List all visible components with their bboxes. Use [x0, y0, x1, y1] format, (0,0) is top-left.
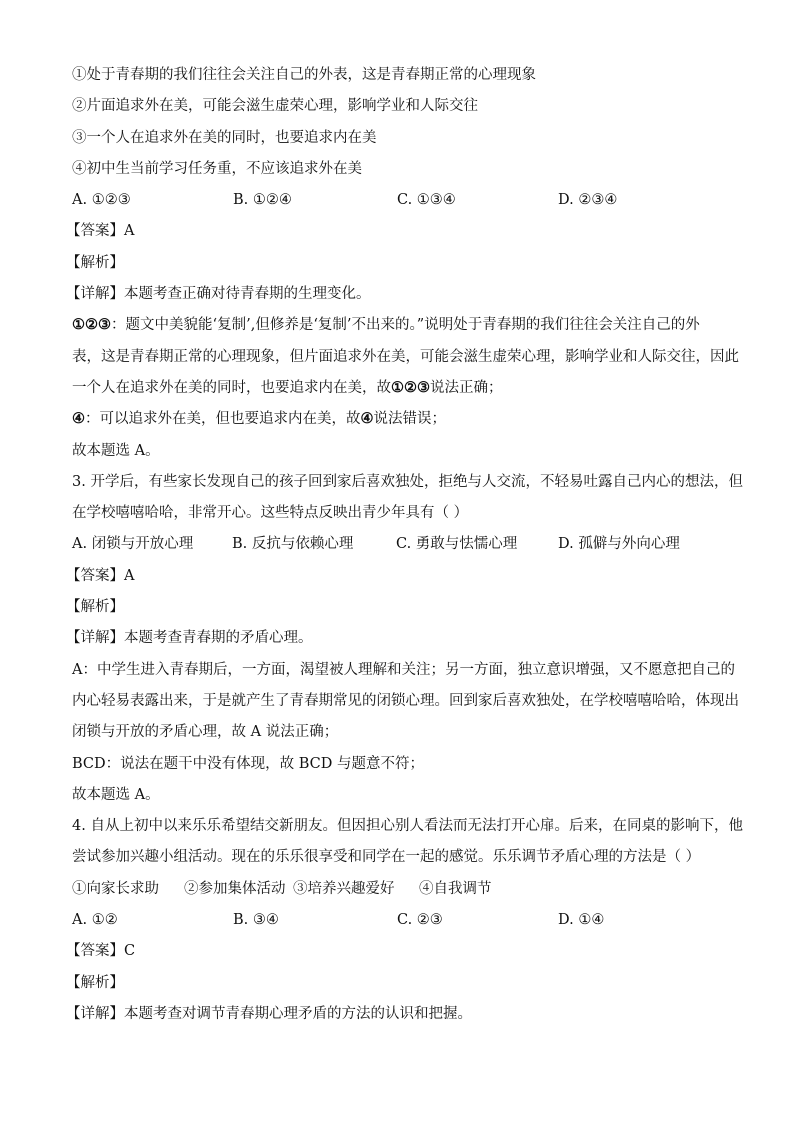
q2-explanation-line-3 — [72, 377, 724, 408]
q4-stem-line-2: 尝试参加兴趣小组活动。现在的乐乐很享受和同学在一起的感觉。乐乐调节矛盾心理的方法是（ ） — [72, 849, 701, 866]
analysis-label: 【解析】 — [66, 974, 124, 991]
q2-option-b: B. ①②④ — [233, 192, 292, 209]
q3-option-a: A. 闭锁与开放心理 — [72, 536, 194, 553]
q3-stem-line-1: 3. 开学后，有些家长发现自己的孩子回到家后喜欢独处，拒绝与人交流，不轻易吐露自己内心的想法，但 — [72, 473, 743, 490]
answer-label: 【答案】 — [66, 943, 124, 960]
q3-explanation-line-3: 闭锁与开放的矛盾心理，故 A 说法正确； — [72, 724, 339, 741]
explanation-text: 说法正确； — [430, 379, 503, 396]
q3-conclusion: 故本题选 A。 — [72, 786, 160, 803]
statement-key: ①②③ — [391, 378, 430, 396]
q3-explanation-line-4: BCD：说法在题干中没有体现，故 BCD 与题意不符； — [72, 755, 425, 772]
explanation-text: 一个人在追求外在美的同时，也要追求内在美，故 — [72, 379, 391, 396]
q4-answer — [66, 940, 724, 971]
q2-answer — [66, 220, 724, 251]
q3-options — [72, 533, 724, 564]
q3-detail — [66, 627, 724, 658]
q2-detail — [66, 283, 724, 314]
detail-label: 【详解】 — [66, 1005, 124, 1022]
q4-choice-4: ④自我调节 — [419, 880, 492, 897]
q2-statement-2: ②片面追求外在美，可能会滋生虚荣心理，影响学业和人际交往 — [72, 98, 478, 115]
explanation-text: ：可以追求外在美，但也要追求内在美，故 — [85, 411, 361, 428]
q3-explanation-line-1: A：中学生进入青春期后，一方面，渴望被人理解和关注；另一方面，独立意识增强，又不愿意把自己的 — [72, 661, 735, 678]
answer-value: C — [124, 943, 136, 960]
explanation-text: 说法错误； — [373, 411, 446, 428]
q2-option-d: D. ②③④ — [558, 192, 618, 209]
q3-explanation-line-2: 内心轻易表露出来，于是就产生了青春期常见的闭锁心理。回到家后喜欢独处，在学校嘻嘻哈哈，体现出 — [72, 692, 739, 709]
q4-option-c: C. ②③ — [397, 912, 443, 929]
document-page — [66, 64, 743, 1034]
statement-key: ④ — [360, 410, 374, 428]
q4-choice-3: ③培养兴趣爱好 — [293, 880, 395, 897]
answer-label: 【答案】 — [66, 567, 124, 584]
q4-option-d: D. ①④ — [558, 912, 605, 929]
q4-stem-line-1: 4. 自从上初中以来乐乐希望结交新朋友。但因担心别人看法而无法打开心扉。后来，在同桌的影响下，他 — [72, 818, 743, 835]
q3-answer — [66, 565, 724, 596]
q4-choice-1: ①向家长求助 — [72, 880, 159, 897]
q4-analysis — [66, 972, 724, 1003]
q2-explanation-line-2: 表，这是青春期正常的心理现象，但片面追求外在美，可能会滋生虚荣心理，影响学业和人际交往，因此 — [72, 348, 739, 365]
statement-key: ④ — [72, 410, 85, 428]
q4-choice-2: ②参加集体活动 — [184, 880, 286, 897]
q4-option-b: B. ③④ — [233, 912, 279, 929]
q4-choices — [72, 878, 724, 909]
q2-explanation-line-1 — [72, 314, 724, 345]
q2-analysis — [66, 252, 724, 283]
q2-explanation-line-4 — [72, 408, 724, 439]
detail-label: 【详解】 — [66, 286, 124, 303]
q3-option-c: C. 勇敢与怯懦心理 — [396, 536, 518, 553]
q3-option-d: D. 孤僻与外向心理 — [558, 536, 680, 553]
detail-text: 本题考查对调节青春期心理矛盾的方法的认识和把握。 — [124, 1005, 472, 1022]
analysis-label: 【解析】 — [66, 599, 124, 616]
q2-statement-4: ④初中生当前学习任务重，不应该追求外在美 — [72, 160, 362, 177]
q3-analysis — [66, 596, 724, 627]
q2-option-c: C. ①③④ — [397, 192, 456, 209]
q4-detail — [66, 1003, 724, 1034]
analysis-label: 【解析】 — [66, 254, 124, 271]
detail-text: 本题考查正确对待青春期的生理变化。 — [124, 286, 371, 303]
q2-statement-1: ①处于青春期的我们往往会关注自己的外表，这是青春期正常的心理现象 — [72, 67, 536, 83]
answer-value: A — [124, 567, 135, 584]
explanation-text: ：题文中美貌能‘复制’,但修养是‘复制’不出来的。”说明处于青春期的我们往往会关注自己的外 — [111, 317, 700, 334]
q2-option-a: A. ①②③ — [72, 192, 131, 209]
q3-option-b: B. 反抗与依赖心理 — [232, 536, 354, 553]
detail-label: 【详解】 — [66, 630, 124, 647]
answer-value: A — [124, 223, 135, 240]
q2-statement-3: ③一个人在追求外在美的同时，也要追求内在美 — [72, 129, 377, 146]
statement-key: ①②③ — [72, 316, 111, 334]
q4-options — [72, 909, 724, 940]
detail-text: 本题考查青春期的矛盾心理。 — [124, 630, 313, 647]
q4-option-a: A. ①② — [72, 912, 118, 929]
q3-stem-line-2: 在学校嘻嘻哈哈，非常开心。这些特点反映出青少年具有（ ） — [72, 505, 469, 522]
q2-options — [72, 189, 724, 220]
answer-label: 【答案】 — [66, 223, 124, 240]
q2-conclusion: 故本题选 A。 — [72, 442, 160, 459]
